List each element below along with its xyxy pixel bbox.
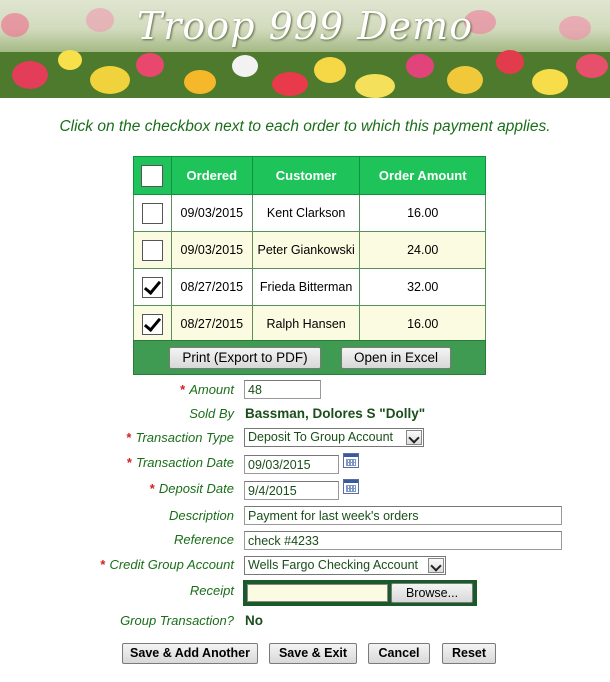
browse-button[interactable]: Browse... — [391, 583, 473, 603]
transaction-date-input[interactable]: 09/03/2015 — [244, 455, 339, 474]
sold-by-label: Sold By — [189, 406, 234, 421]
order-amount: 16.00 — [360, 195, 486, 232]
order-customer: Frieda Bitterman — [252, 269, 360, 306]
amount-input[interactable]: 48 — [244, 380, 321, 399]
select-all-header — [134, 157, 172, 195]
receipt-label: Receipt — [189, 583, 234, 598]
select-all-checkbox[interactable] — [141, 165, 163, 187]
amount-label: * Amount — [180, 382, 234, 397]
table-row — [134, 269, 486, 306]
order-date: 09/03/2015 — [171, 195, 252, 232]
credit-account-select[interactable]: Wells Fargo Checking Account — [244, 556, 446, 575]
order-date: 08/27/2015 — [171, 306, 252, 343]
table-toolbar — [133, 340, 486, 375]
order-amount: 32.00 — [360, 269, 486, 306]
table-header-row — [134, 157, 486, 195]
header-ordered: Ordered — [171, 157, 252, 195]
open-excel-button[interactable]: Open in Excel — [341, 347, 451, 369]
reference-input[interactable]: check #4233 — [244, 531, 562, 550]
save-exit-button[interactable]: Save & Exit — [269, 643, 357, 664]
receipt-file-picker — [243, 580, 477, 606]
description-label: Description — [168, 508, 234, 523]
transaction-type-select[interactable]: Deposit To Group Account — [244, 428, 424, 447]
orders-table — [133, 156, 486, 343]
print-pdf-button[interactable]: Print (Export to PDF) — [169, 347, 321, 369]
table-row — [134, 306, 486, 343]
order-checkbox[interactable] — [142, 240, 163, 261]
order-amount: 24.00 — [360, 232, 486, 269]
cancel-button[interactable]: Cancel — [368, 643, 430, 664]
transaction-type-label: * Transaction Type — [126, 430, 234, 445]
reference-label: Reference — [174, 532, 234, 547]
calendar-icon[interactable] — [343, 453, 359, 468]
group-transaction-label: Group Transaction? — [120, 613, 234, 628]
table-row — [134, 232, 486, 269]
order-checkbox[interactable] — [142, 203, 163, 224]
chevron-down-icon[interactable] — [428, 558, 444, 573]
description-input[interactable]: Payment for last week's orders — [244, 506, 562, 525]
chevron-down-icon[interactable] — [406, 430, 422, 445]
order-customer: Kent Clarkson — [252, 195, 360, 232]
calendar-icon[interactable] — [343, 479, 359, 494]
table-row — [134, 195, 486, 232]
order-amount: 16.00 — [360, 306, 486, 343]
order-customer: Ralph Hansen — [252, 306, 360, 343]
order-checkbox[interactable] — [142, 314, 163, 335]
order-date: 09/03/2015 — [171, 232, 252, 269]
order-checkbox[interactable] — [142, 277, 163, 298]
receipt-file-field[interactable] — [247, 584, 388, 602]
sold-by-value: Bassman, Dolores S "Dolly" — [245, 406, 426, 421]
order-customer: Peter Giankowski — [252, 232, 360, 269]
header-banner — [0, 0, 610, 98]
credit-account-label: * Credit Group Account — [100, 557, 234, 572]
save-add-another-button[interactable]: Save & Add Another — [122, 643, 258, 664]
header-order-amount: Order Amount — [360, 157, 486, 195]
instructions-text: Click on the checkbox next to each order to which this payment applies. — [59, 118, 551, 135]
deposit-date-input[interactable]: 9/4/2015 — [244, 481, 339, 500]
reset-button[interactable]: Reset — [442, 643, 496, 664]
order-date: 08/27/2015 — [171, 269, 252, 306]
group-transaction-value: No — [245, 613, 263, 628]
header-customer: Customer — [252, 157, 360, 195]
deposit-date-label: * Deposit Date — [149, 481, 234, 496]
transaction-date-label: * Transaction Date — [126, 455, 234, 470]
site-title: Troop 999 Demo — [136, 4, 474, 48]
